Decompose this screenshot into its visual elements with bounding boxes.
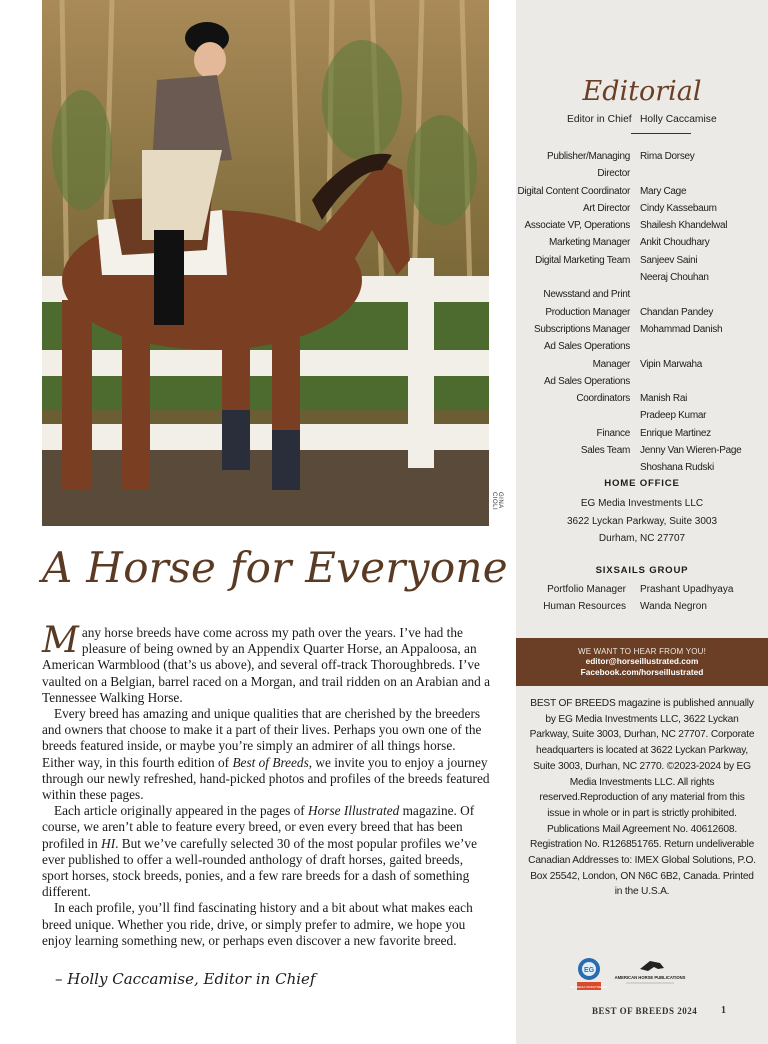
staff-row [516,304,768,321]
paragraph-2: Every breed has amazing and unique qualities that are cherished by the breeders and owners that choose to make it a part of their lives. Perhaps you own one of the breeds featured inside, or maybe you’re simply an admirer of all things horse. Either way, in this fourth edition of Best of Breeds, we invite you to enjoy a journey through our newly refreshed, hand-picked photos and profiles of the breeds featured within these pages. [42,706,490,803]
publisher-logos [516,955,768,995]
staff-row [516,356,768,373]
staff-row: Portfolio Manager Prashant Upadhyaya [547,584,734,595]
staff-role: Manager [592,358,630,370]
staff-role: Sales Team [580,445,630,457]
staff-name: Enrique Martinez [640,427,711,439]
drop-cap: M [42,620,79,661]
horse-rider-illustration [42,0,489,526]
staff-name [630,286,760,303]
staff-row [516,200,768,217]
article-headline: A Horse for Everyone [42,543,508,592]
staff-name: Shoshana Rudski [640,462,714,474]
home-office-address: EG Media Investments LLC 3622 Lyckan Parkway, Suite 3003 Durham, NC 27707 [566,498,718,544]
svg-text:EG: EG [583,967,595,974]
staff-name: Manish Rai [640,393,688,405]
masthead-sidebar [516,0,768,1044]
staff-row [516,269,768,286]
staff-role: Publisher/Managing Director [547,151,630,180]
svg-text:AMERICAN HORSE PUBLICATIONS: AMERICAN HORSE PUBLICATIONS [614,975,686,980]
banner-tagline: WE WANT TO HEAR FROM YOU! [577,647,707,656]
american-horse-publications-logo-icon [614,959,686,989]
staff-role: Digital Marketing Team [535,254,630,266]
staff-name: Mary Cage [640,185,687,197]
staff-role [516,269,630,286]
staff-role: Art Director [583,202,630,214]
staff-name: Pradeep Kumar [640,410,707,422]
staff-role: Digital Content Coordinator [517,185,630,197]
staff-row [516,425,768,442]
staff-role [516,459,630,476]
staff-role: Finance [596,427,630,439]
staff-row [516,148,768,183]
staff-name: Rima Dorsey [640,151,695,162]
divider [631,133,691,134]
staff-row [516,286,768,303]
contact-banner [516,638,768,686]
staff-role: Marketing Manager [548,237,630,249]
staff-role: Associate VP, Operations [524,220,630,232]
staff-row [516,234,768,251]
eic-role: Editor in Chief [567,114,632,125]
staff-role [516,407,630,424]
paragraph-4: In each profile, you’ll find fascinating history and a bit about what makes each breed unique. Whether you ride, drive, or simply prefer to admire, we hope you enjoy learning something new, or perhaps even discover a new favorite breed. [42,900,473,948]
staff-row [516,390,768,407]
staff-row [516,407,768,424]
staff-row [516,373,768,390]
staff-name: Cindy Kassebaum [640,202,717,214]
photo-credit: GINA CIOLI [491,492,503,511]
staff-role: Production Manager [545,306,630,318]
staff-role: Subscriptions Manager [534,323,630,335]
staff-name: Jenny Van Wieren-Page [640,445,742,457]
staff-name: Shailesh Khandelwal [640,220,728,232]
staff-row [516,321,768,338]
staff-row [516,252,768,269]
staff-name: Neeraj Chouhan [640,272,709,284]
article-body [42,620,490,949]
publication-title: BEST OF BREEDS 2024 [592,1006,698,1016]
staff-row [516,459,768,476]
sixsails-heading: SIXSAILS GROUP [595,565,689,576]
page-number: 1 [721,1005,727,1016]
editorial-title: Editorial [582,76,702,107]
staff-name: Vipin Marwaha [640,358,703,370]
editor-email-link[interactable]: editor@horseillustrated.com [585,656,699,666]
legal-notice: BEST OF BREEDS magazine is published annually by EG Media Investments LLC, 3622 Lyckan Parkway, Suite 3003, Durhan, NC 27707. Corporate headquarters is located at 3622 Lyckan Parkway, Suite 3003, Durhan, NC 2770. ©2023-2024 by EG Media Investments LLC. All rights reserved.Reproduction of any material from this issue in whole or in part is strictly prohibited. Publications Mail Agreement No. 40612608. Registration No. R126851765. Return undeliverable Canadian Addresses to: IMEX Global Solutions, P.O. Box 25542, London, ON N6C 6B2, Canada. Printed in the U.S.A. [528,698,756,898]
staff-name: Mohammad Danish [640,323,723,335]
facebook-link[interactable]: Facebook.com/horseillustrated [580,667,704,677]
cover-photo [42,0,489,526]
eic-name: Holly Caccamise [640,114,717,125]
staff-name: Ankit Choudhary [640,237,710,249]
svg-text:EG MEDIA INVESTMENTS: EG MEDIA INVESTMENTS [570,985,608,989]
staff-name: Sanjeev Saini [640,254,698,266]
staff-name [630,338,760,355]
staff-row [516,183,768,200]
home-office-heading: HOME OFFICE [604,478,680,489]
staff-role: Newsstand and Print [543,289,630,301]
staff-name [630,373,760,390]
staff-row: Human Resources Wanda Negron [543,601,707,613]
page-footer [516,1006,768,1020]
staff-role: Ad Sales Operations [543,375,630,387]
paragraph-1: Many horse breeds have come across my path over the years. I’ve had the pleasure of being owned by an Appendix Quarter Horse, an Appaloosa, an American Warmblood (that’s us above), and several off-track Thoroughbreds. I’ve vaulted on a Belgian, barrel raced on a Morgan, and trail ridden on an Arabian and a Tennessee Walking Horse. [42,620,490,705]
staff-row [516,442,768,459]
staff-role: Coordinators [576,393,630,405]
staff-name: Chandan Pandey [640,306,714,318]
eg-media-logo-icon [570,957,608,991]
staff-row [516,217,768,234]
sixsails-list [516,581,768,616]
staff-row [516,338,768,355]
staff-list [516,148,768,477]
paragraph-3: Each article originally appeared in the pages of Horse Illustrated magazine. Of course, we aren’t able to feature every breed, or even every breed that has been profiled in HI. But we’ve carefully selected 30 of the most popular profiles we’ve ever published to offer a well-rounded anthology of draft horses, gaited breeds, sport horses, stock breeds, ponies, and a few rare breeds for a dash of something different. [42,803,477,900]
signature: – Holly Caccamise, Editor in Chief [55,970,316,988]
staff-role: Ad Sales Operations [543,341,630,353]
